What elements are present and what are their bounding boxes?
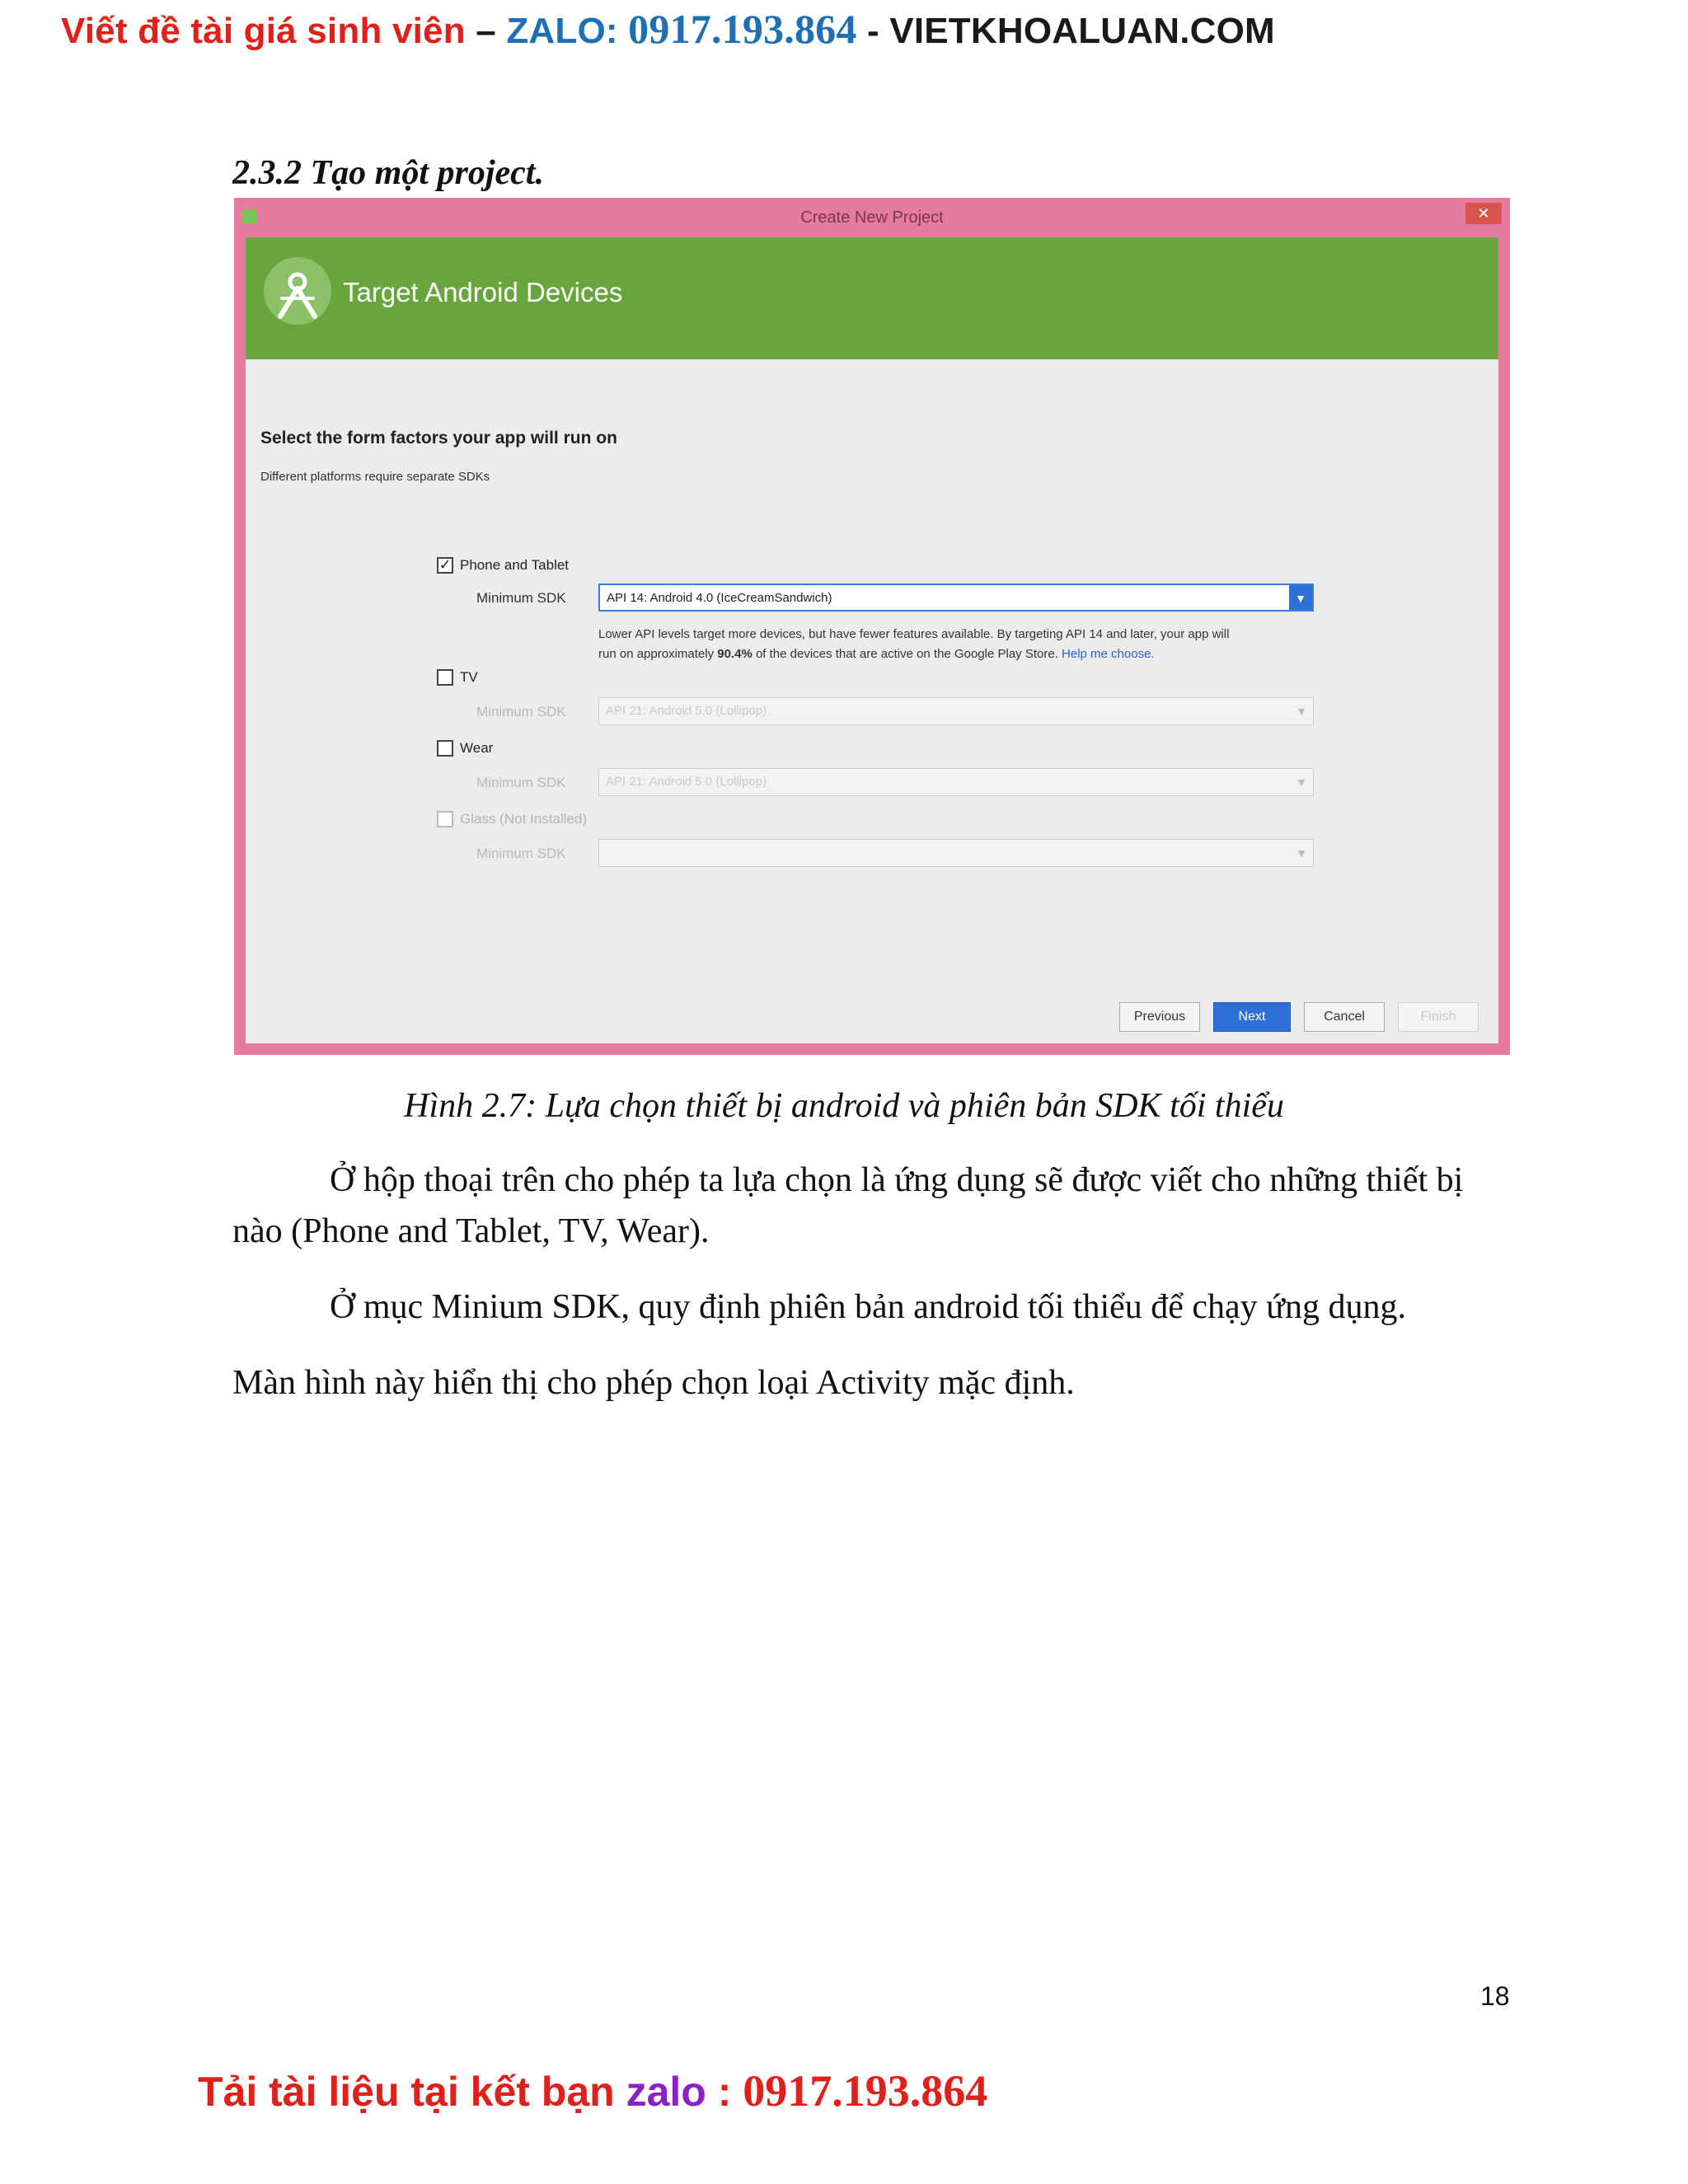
glass-min-sdk-select <box>598 839 1314 867</box>
window-title: Create New Project <box>800 209 944 227</box>
wear-min-sdk-value: API 21: Android 5.0 (Lollipop) <box>606 775 767 789</box>
header-promo-text: Viết đề tài giá sinh viên <box>61 11 466 51</box>
chevron-down-icon: ▼ <box>1296 776 1307 789</box>
section-heading: 2.3.2 Tạo một project. <box>232 154 544 192</box>
tv-checkbox[interactable] <box>437 669 453 686</box>
wear-min-sdk-select <box>598 768 1314 796</box>
tv-min-sdk-label: Minimum SDK <box>476 704 566 719</box>
next-button[interactable]: Next <box>1213 1002 1291 1032</box>
glass-label: Glass (Not Installed) <box>460 811 587 827</box>
header-banner <box>61 5 1275 53</box>
finish-button: Finish <box>1398 1002 1479 1032</box>
phone-tablet-checkbox[interactable]: ✓ <box>437 557 453 574</box>
previous-button[interactable]: Previous <box>1119 1002 1200 1032</box>
header-separator: – <box>465 11 507 51</box>
glass-min-sdk-label: Minimum SDK <box>476 846 566 861</box>
header-site-link[interactable]: VIETKHOALUAN.COM <box>889 11 1275 51</box>
phone-min-sdk-value: API 14: Android 4.0 (IceCreamSandwich) <box>607 591 832 605</box>
tv-min-sdk-select <box>598 697 1314 725</box>
help-me-choose-link[interactable]: Help me choose. <box>1062 647 1155 661</box>
wear-label: Wear <box>460 740 494 756</box>
header-zalo-label: ZALO: <box>506 11 629 51</box>
sdk-coverage-percent: 90.4% <box>717 647 753 661</box>
footer-phone-number: 0917.193.864 <box>743 2066 988 2116</box>
form-subtitle: Different platforms require separate SDKs <box>260 470 490 484</box>
form-heading: Select the form factors your app will run on <box>260 429 617 448</box>
cancel-button[interactable]: Cancel <box>1304 1002 1385 1032</box>
wear-checkbox[interactable] <box>437 740 453 757</box>
phone-min-sdk-label: Minimum SDK <box>476 590 566 606</box>
figure-screenshot <box>234 198 1510 1055</box>
chevron-down-icon: ▼ <box>1296 705 1307 718</box>
footer-banner <box>198 2065 987 2116</box>
glass-checkbox <box>437 811 453 827</box>
phone-tablet-label: Phone and Tablet <box>460 557 570 573</box>
chevron-down-icon: ▼ <box>1296 846 1307 860</box>
tv-label: TV <box>460 669 478 685</box>
sdk-help-text <box>598 625 1324 664</box>
dialog-title: Target Android Devices <box>343 277 623 307</box>
footer-colon: : <box>706 2069 743 2115</box>
phone-min-sdk-select[interactable] <box>598 583 1314 612</box>
wear-min-sdk-label: Minimum SDK <box>476 775 566 790</box>
dialog-body <box>246 237 1498 1043</box>
footer-zalo-label: zalo <box>626 2069 706 2115</box>
header-separator-2: - <box>856 11 890 51</box>
paragraph-2: Ở mục Minium SDK, quy định phiên bản android tối thiểu để chạy ứng dụng. <box>330 1288 1406 1326</box>
footer-text: Tải tài liệu tại kết bạn <box>198 2069 626 2115</box>
sdk-help-line-2 <box>598 644 1324 664</box>
sdk-help-line-1: Lower API levels target more devices, but have fewer features available. By targeting API 14 and later, your app will <box>598 627 1230 641</box>
dialog-header <box>246 237 1498 359</box>
paragraph-3: Màn hình này hiển thị cho phép chọn loại Activity mặc định. <box>232 1364 1075 1402</box>
tv-min-sdk-value: API 21: Android 5.0 (Lollipop) <box>606 704 767 718</box>
page-number: 18 <box>1480 1981 1510 2011</box>
paragraph-1-line-1: Ở hộp thoại trên cho phép ta lựa chọn là ứng dụng sẽ được viết cho những thiết bị <box>330 1161 1464 1199</box>
sdk-help-text-c: of the devices that are active on the Google Play Store. <box>752 647 1062 661</box>
close-icon[interactable]: ✕ <box>1465 203 1502 224</box>
header-zalo-number: 0917.193.864 <box>628 6 857 52</box>
sdk-help-text-a: run on approximately <box>598 647 718 661</box>
android-studio-logo-icon <box>264 257 331 325</box>
figure-caption: Hình 2.7: Lựa chọn thiết bị android và phiên bản SDK tối thiểu <box>404 1087 1284 1125</box>
paragraph-1-line-2: nào (Phone and Tablet, TV, Wear). <box>232 1212 710 1250</box>
chevron-down-icon[interactable]: ▼ <box>1289 585 1312 610</box>
